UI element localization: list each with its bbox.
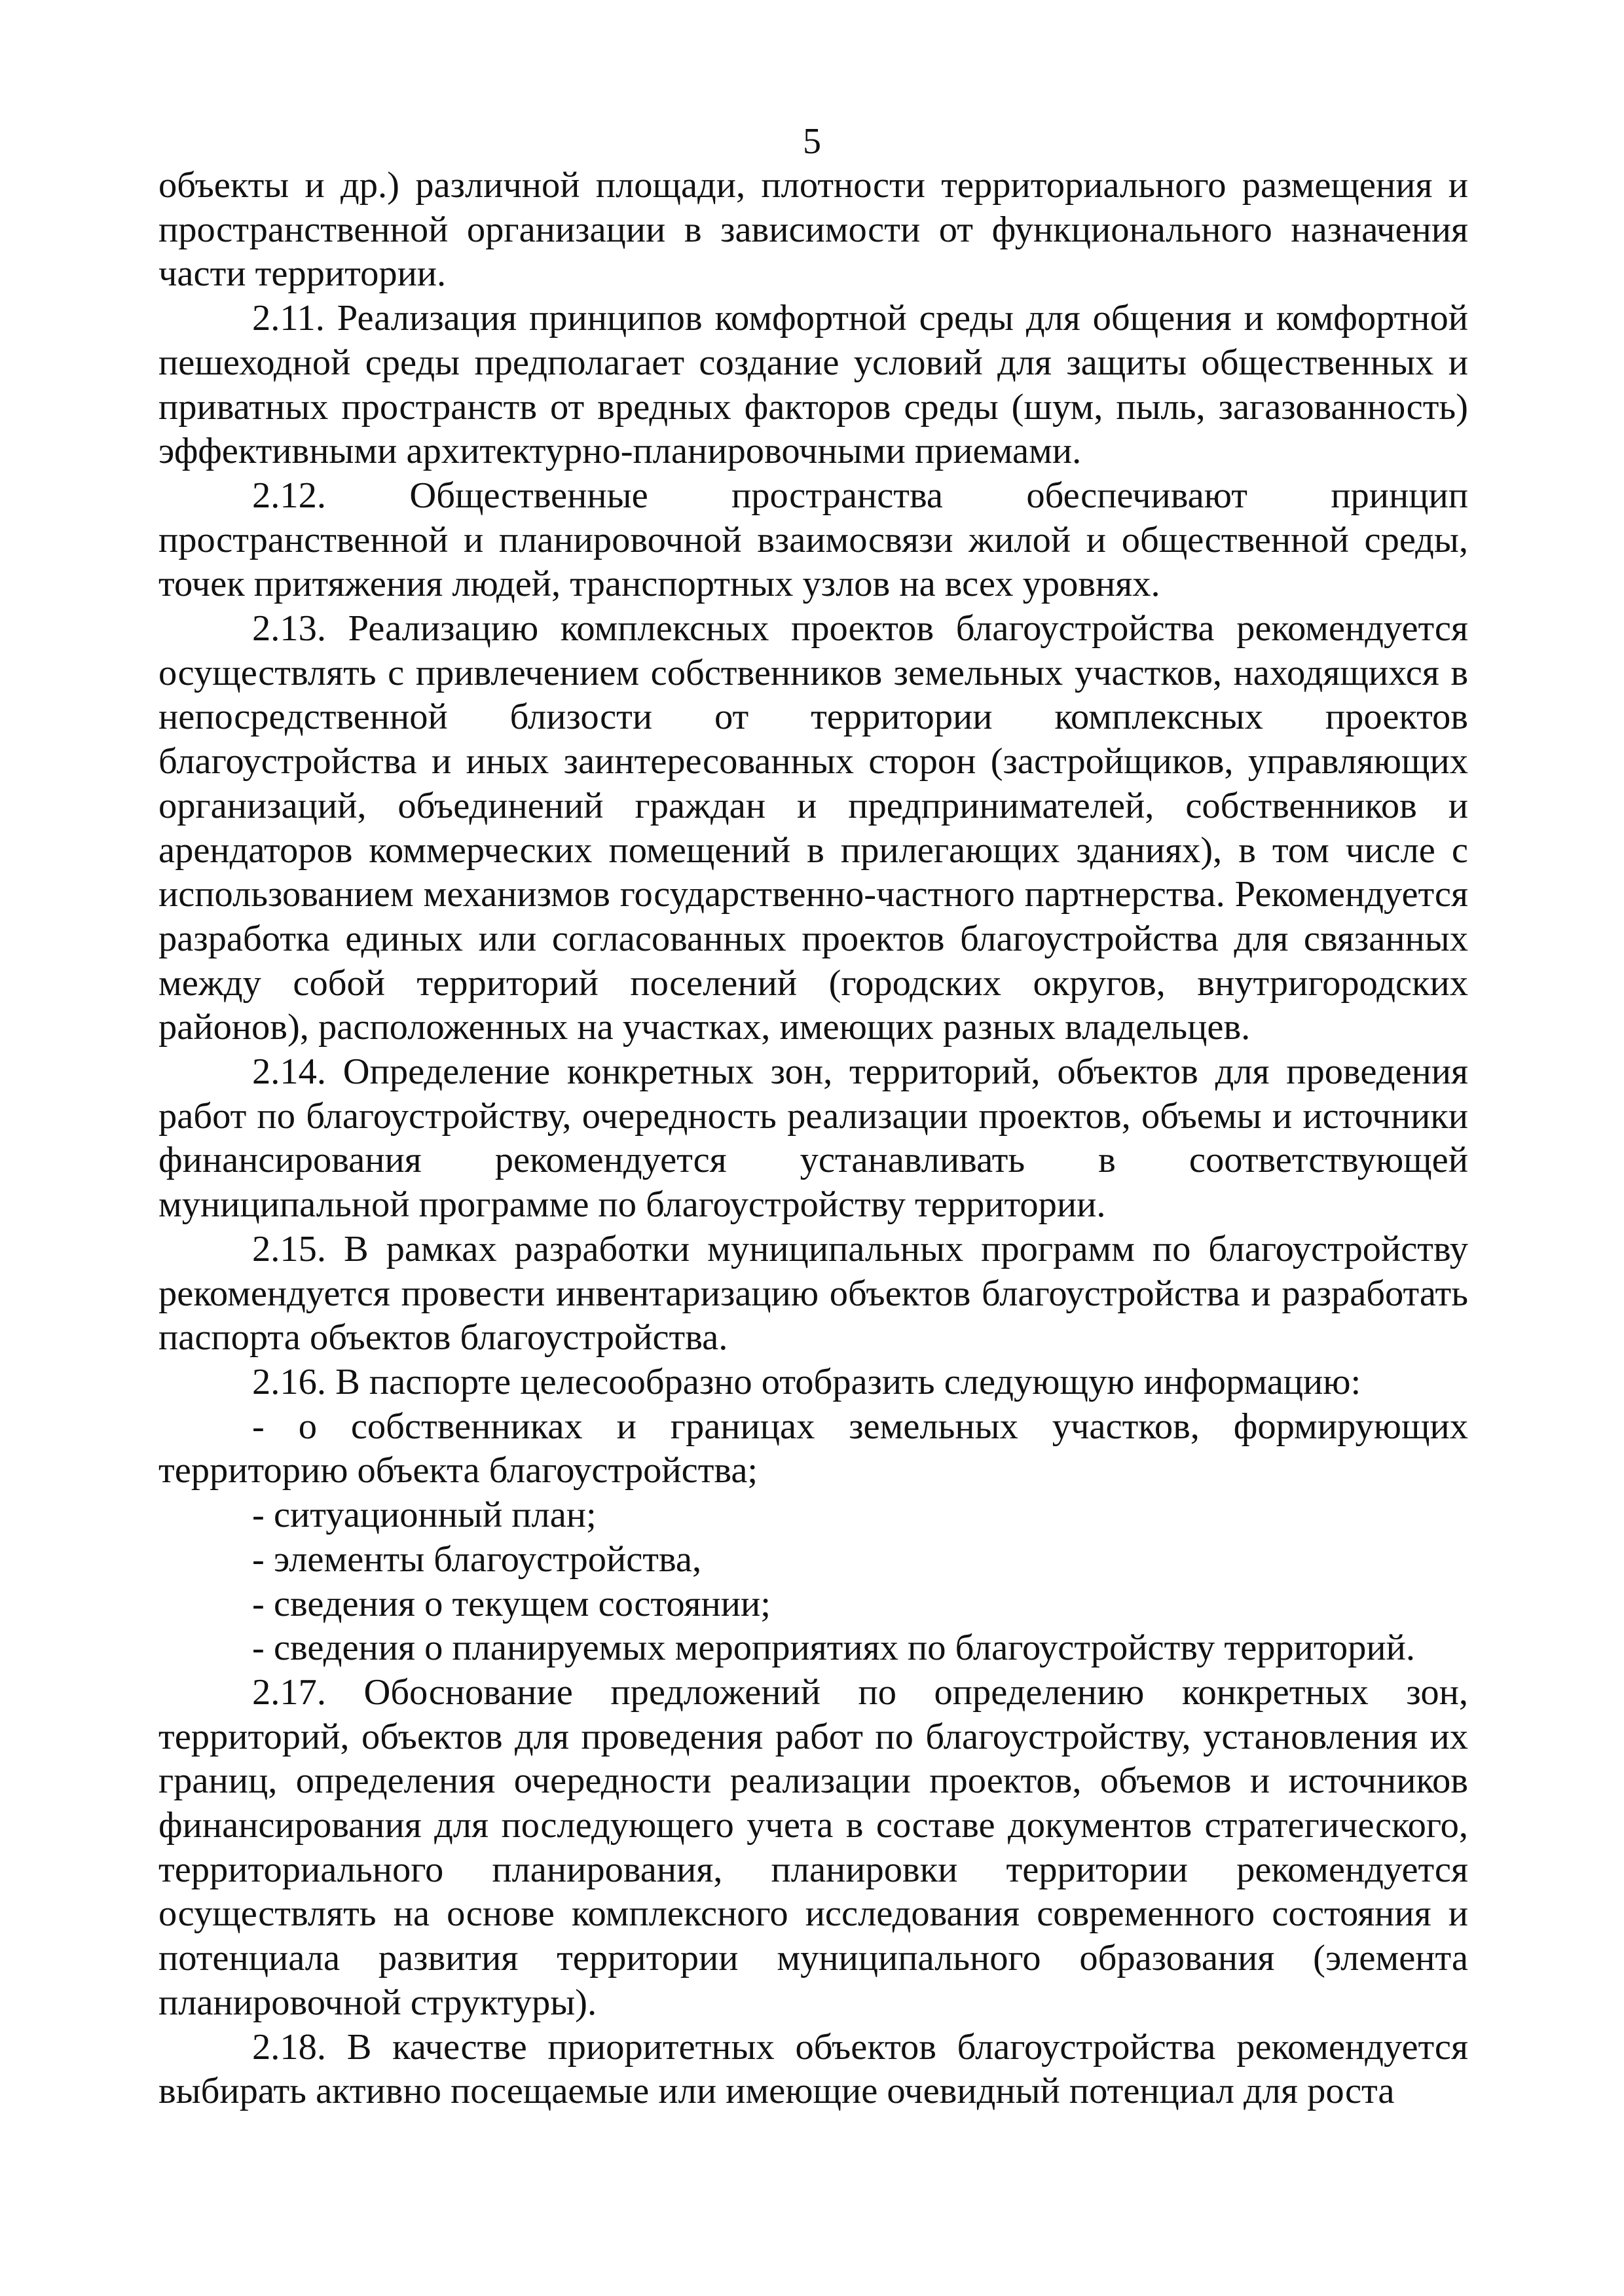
paragraph-2-11: 2.11. Реализация принципов комфортной среды для общения и комфортной пешеходной среды предполагает создание условий для защиты общественных и приватных пространств от вредных факторов среды (шум, пыль, загазованность) эффективными архитектурно-планировочными приемами. <box>158 298 1468 472</box>
paragraph-2-15: 2.15. В рамках разработки муниципальных программ по благоустройству рекомендуется провести инвентаризацию объектов благоустройства и разработать паспорта объектов благоустройства. <box>158 1228 1468 1358</box>
list-item: - ситуационный план; <box>252 1495 597 1536</box>
list-item: - элементы благоустройства, <box>252 1539 702 1580</box>
passport-info-list <box>158 1405 1468 1671</box>
document-body <box>158 164 1468 2114</box>
list-item: - о собственниках и границах земельных участков, формирующих территорию объекта благоустройства; <box>158 1406 1468 1491</box>
paragraph-intro-continuation: объекты и др.) различной площади, плотности территориального размещения и пространственной организации в зависимости от функционального назначения части территории. <box>158 165 1468 295</box>
list-item: - сведения о планируемых мероприятиях по благоустройству территорий. <box>252 1628 1415 1669</box>
paragraph-2-14: 2.14. Определение конкретных зон, территорий, объектов для проведения работ по благоустройству, очередность реализации проектов, объемы и источники финансирования рекомендуется устанавливать в соответствующей муниципальной программе по благоустройству территории. <box>158 1051 1468 1226</box>
page-number: 5 <box>803 121 821 162</box>
list-item: - сведения о текущем состоянии; <box>252 1583 771 1624</box>
paragraph-2-13: 2.13. Реализацию комплексных проектов благоустройства рекомендуется осуществлять с привлечением собственников земельных участков, находящихся в непосредственной близости от территории комплексных проектов благоустройства и иных заинтересованных сторон (застройщиков, управляющих организаций, объединений граждан и предпринимателей, собственников и арендаторов коммерческих помещений в прилегающих зданиях), в том числе с использованием механизмов государственно-частного партнерства. Рекомендуется разработка единых или согласованных проектов благоустройства для связанных между собой территорий поселений (городских округов, внутригородских районов), расположенных на участках, имеющих разных владельцев. <box>158 608 1468 1048</box>
paragraph-2-17: 2.17. Обоснование предложений по определению конкретных зон, территорий, объектов для проведения работ по благоустройству, установления их границ, определения очередности реализации проектов, объемов и источников финансирования для последующего учета в составе документов стратегического, территориального планирования, планировки территории рекомендуется осуществлять на основе комплексного исследования современного состояния и потенциала развития территории муниципального образования (элемента планировочной структуры). <box>158 1671 1468 2023</box>
paragraph-2-12: 2.12. Общественные пространства обеспечивают принцип пространственной и планировочной взаимосвязи жилой и общественной среды, точек притяжения людей, транспортных узлов на всех уровнях. <box>158 475 1468 605</box>
paragraph-2-16: 2.16. В паспорте целесообразно отобразить следующую информацию: <box>252 1361 1361 1402</box>
paragraph-2-18: 2.18. В качестве приоритетных объектов благоустройства рекомендуется выбирать активно посещаемые или имеющие очевидный потенциал для роста <box>158 2026 1468 2112</box>
